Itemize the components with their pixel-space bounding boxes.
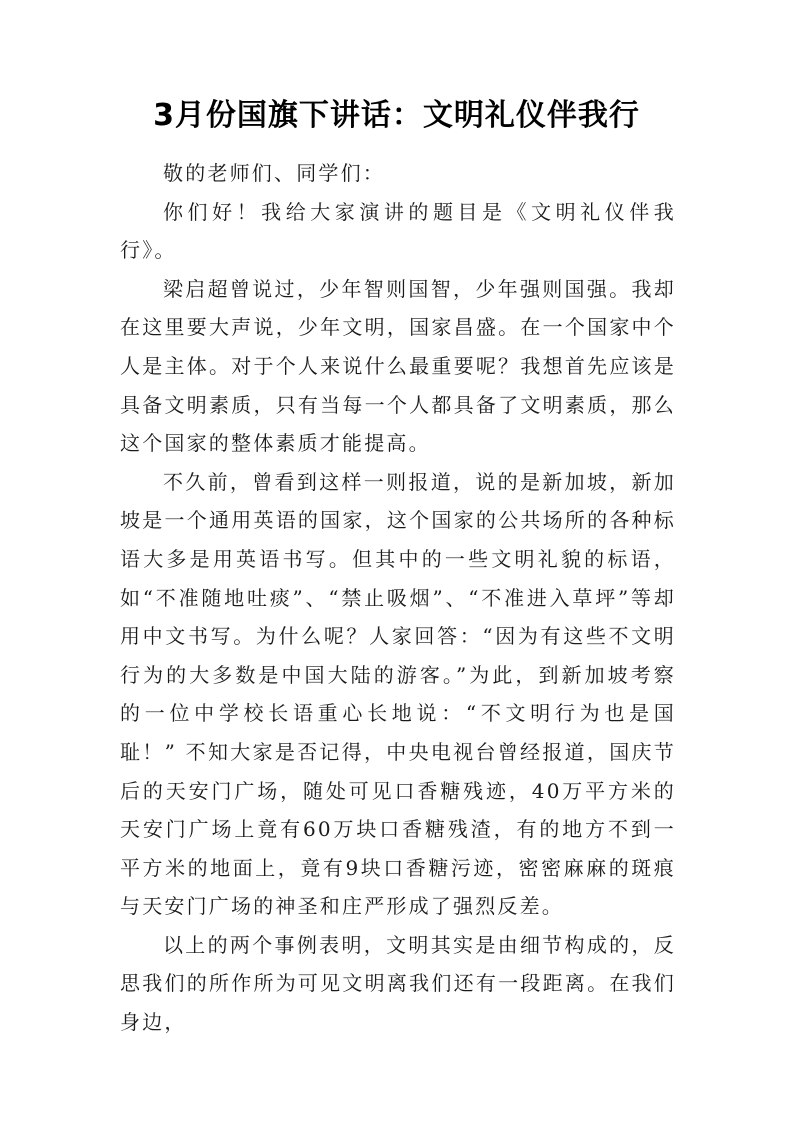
paragraph-conclusion: 以上的两个事例表明，文明其实是由细节构成的，反思我们的所作所为可见文明离我们还有一段距离。在我们身边，: [120, 932, 676, 1035]
document-title: 3月份国旗下讲话：文明礼仪伴我行: [153, 98, 640, 133]
paragraph-liang-qichao: 梁启超曾说过，少年智则国智，少年强则国强。我却在这里要大声说，少年文明，国家昌盛。在一个国家中个人是主体。对于个人来说什么最重要呢？我想首先应该是具备文明素质，只有当每一个人都具备了文明素质，那么这个国家的整体素质才能提高。: [120, 276, 676, 456]
paragraph-singapore-report: 不久前，曾看到这样一则报道，说的是新加坡，新加坡是一个通用英语的国家，这个国家的公共场所的各种标语大多是用英语书写。但其中的一些文明礼貌的标语，如“不准随地吐痰”、“禁止吸烟”、“不准进入草坪”等却用中文书写。为什么呢？人家回答：“因为有这些不文明行为的大多数是中国大陆的游客。”为此，到新加坡考察的一位中学校长语重心长地说：“不文明行为也是国耻！” 不知大家是否记得，中央电视台曾经报道，国庆节后的天安门广场，随处可见口香糖残迹，40万平方米的天安门广场上竟有60万块口香糖残渣，有的地方不到一平方米的地面上，竟有9块口香糖污迹，密密麻麻的斑痕与天安门广场的神圣和庄严形成了强烈反差。: [120, 469, 676, 919]
paragraph-greeting: 你们好！我给大家演讲的题目是《文明礼仪伴我行》。: [120, 199, 676, 263]
document-body: [120, 154, 676, 1042]
paragraph-salutation: 敬的老师们、同学们：: [163, 161, 385, 185]
